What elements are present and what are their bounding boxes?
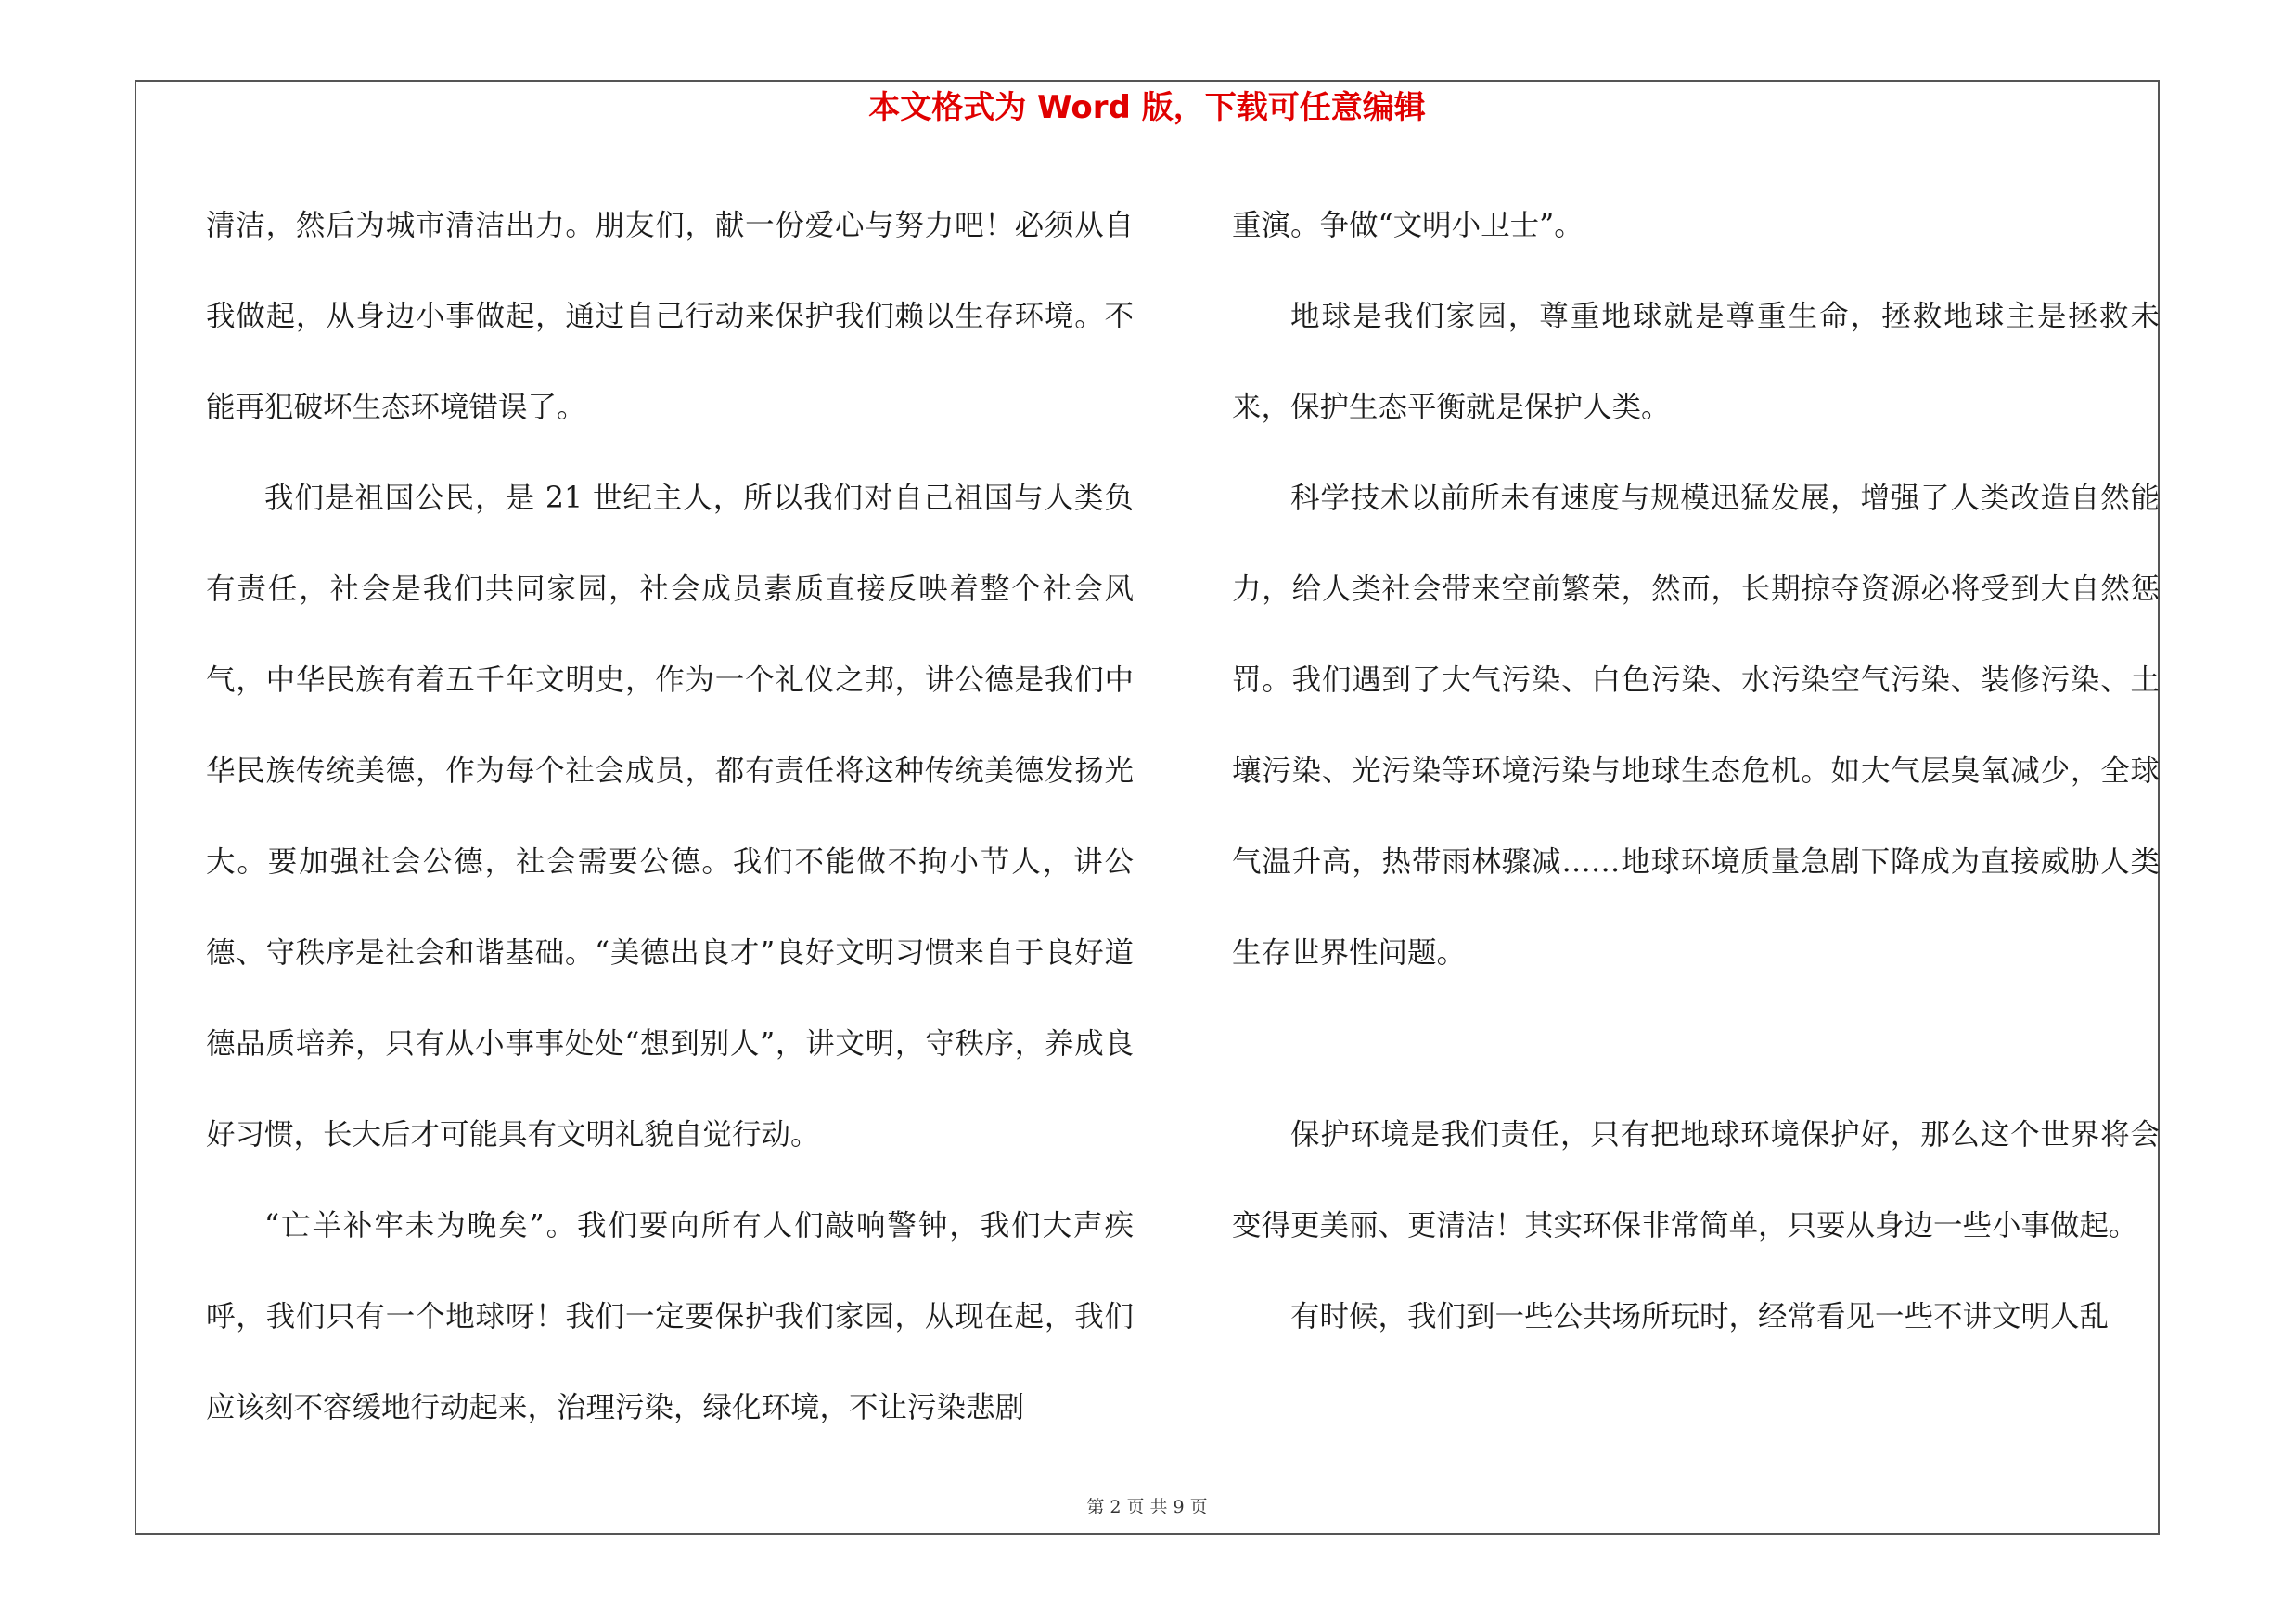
right-text-column [1232,180,2160,1362]
paragraph: 清洁，然后为城市清洁出力。朋友们，献一份爱心与努力吧！必须从自我做起，从身边小事做起，通过自己行动来保护我们赖以生存环境。不能再犯破坏生态环境错误了。 [206,209,1134,424]
paragraph: 保护环境是我们责任，只有把地球环境保护好，那么这个世界将会变得更美丽、更清洁！其实环保非常简单，只要从身边一些小事做起。 [1232,1118,2160,1243]
paragraph: “亡羊补牢未为晚矣”。我们要向所有人们敲响警钟，我们大声疾呼，我们只有一个地球呀！我们一定要保护我们家园，从现在起，我们应该刻不容缓地行动起来，治理污染，绿化环境，不让污染悲剧 [206,1209,1134,1424]
blank-line [1232,998,2160,1089]
paragraph: 有时候，我们到一些公共场所玩时，经常看见一些不讲文明人乱 [1290,1300,2110,1333]
paragraph: 我们是祖国公民，是 21 世纪主人，所以我们对自己祖国与人类负有责任，社会是我们共同家园，社会成员素质直接反映着整个社会风气，中华民族有着五千年文明史，作为一个礼仪之邦，讲公德是我们中华民族传统美德，作为每个社会成员，都有责任将这种传统美德发扬光大。要加强社会公德，社会需要公德。我们不能做不拘小节人，讲公德、守秩序是社会和谐基础。“美德出良才”良好文明习惯来自于良好道德品质培养，只有从小事事处处“想到别人”，讲文明，守秩序，养成良好习惯，长大后才可能具有文明礼貌自觉行动。 [206,482,1134,1152]
page-number-footer: 第 2 页 共 9 页 [1086,1497,1208,1517]
paragraph: 地球是我们家园，尊重地球就是尊重生命，拯救地球主是拯救未来，保护生态平衡就是保护人类。 [1232,300,2160,424]
paragraph: 重演。争做“文明小卫士”。 [1232,209,1584,242]
left-text-column [206,180,1134,1453]
paragraph: 科学技术以前所未有速度与规模迅猛发展，增强了人类改造自然能力，给人类社会带来空前繁荣，然而，长期掠夺资源必将受到大自然惩罚。我们遇到了大气污染、白色污染、水污染空气污染、装修污染、土壤污染、光污染等环境污染与地球生态危机。如大气层臭氧减少，全球气温升高，热带雨林骤减……地球环境质量急剧下降成为直接威胁人类生存世界性问题。 [1232,482,2160,970]
word-format-banner: 本文格式为 Word 版，下载可任意编辑 [868,89,1426,126]
